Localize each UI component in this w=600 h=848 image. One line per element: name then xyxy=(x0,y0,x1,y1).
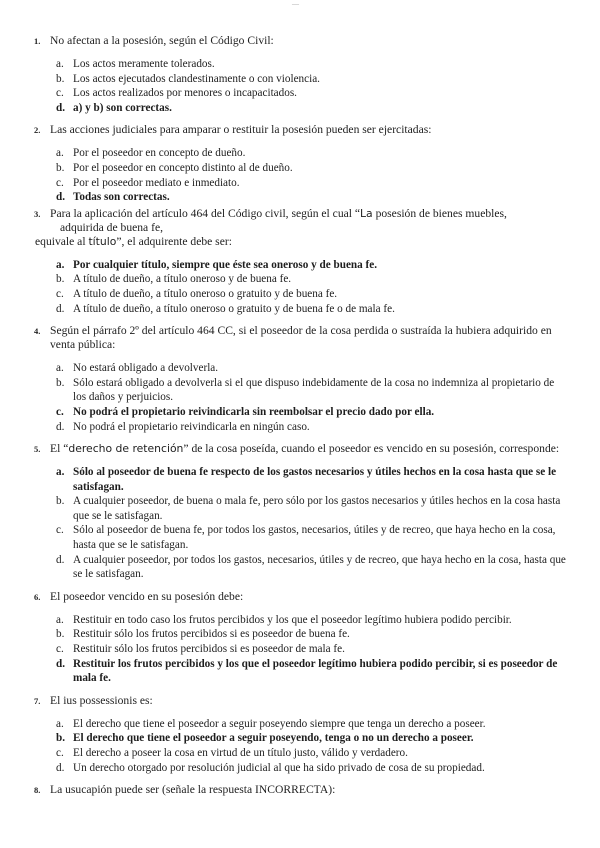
option-a: a. Por el poseedor en concepto de dueño. xyxy=(56,147,246,160)
page-header-mark: — xyxy=(292,0,299,8)
option-b: b. Por el poseedor en concepto distinto al de dueño. xyxy=(56,161,293,174)
option-d-correct: d. a) y b) son correctas. xyxy=(56,101,172,114)
option-c: c. Los actos realizados por menores o incapacitados. xyxy=(56,87,297,100)
option-c: c. Por el poseedor mediato e inmediato. xyxy=(56,176,240,189)
option-a-correct: a. Por cualquier título, siempre que éste sea oneroso y de buena fe. xyxy=(56,258,378,271)
question-text: No afectan a la posesión, según el Código Civil: xyxy=(50,34,274,47)
question-5 xyxy=(0,442,600,582)
question-text: 5. El “derecho de retención” de la cosa poseída, cuando el poseedor es vencido en su posesión, corresponde: xyxy=(34,442,560,456)
option-d: d. No podrá el propietario reivindicarla en ningún caso. xyxy=(56,420,310,433)
question-number: 8. xyxy=(34,785,41,796)
question-number: 7. xyxy=(34,695,41,706)
option-d: d. Un derecho otorgado por resolución judicial al que ha sido privado de cosa de su propiedad. xyxy=(56,761,485,774)
option-b-correct: b. El derecho que tiene el poseedor a seguir poseyendo, tenga o no un derecho a poseer. xyxy=(56,732,474,745)
option-c-correct: c. No podrá el propietario reivindicarla sin reembolsar el precio dado por ella. xyxy=(56,405,435,418)
option-b: b. Los actos ejecutados clandestinamente o con violencia. xyxy=(56,72,320,85)
option-d: d. A título de dueño, a título oneroso o gratuito y de buena fe o de mala fe. xyxy=(56,302,395,315)
option-b: b. A cualquier poseedor, de buena o mala fe, pero sólo por los gastos necesarios y útiles hechos en la cosa hasta que se le satisfagan. xyxy=(56,495,561,522)
question-8 xyxy=(0,783,600,797)
question-7 xyxy=(0,694,600,775)
option-c: c. Sólo al poseedor de buena fe, por todos los gastos, necesarios, útiles y de recreo, que haya hecho en la cosa, hasta que se le satisfagan. xyxy=(56,524,556,552)
question-text: Según el párrafo 2º del artículo 464 CC, si el poseedor de la cosa perdida o sustraída la hubiera adquirido en venta pública: xyxy=(50,324,552,352)
option-c: c. Restituir sólo los frutos percibidos si es poseedor de mala fe. xyxy=(56,643,345,656)
option-c: c. El derecho a poseer la cosa en virtud de un título justo, válido y verdadero. xyxy=(56,747,408,759)
question-6 xyxy=(0,590,600,686)
question-number: 1. xyxy=(34,36,41,46)
question-text-continued: equivale al título”, el adquirente debe ser: xyxy=(35,234,232,248)
option-d-correct: d. Todas son correctas. xyxy=(56,191,170,204)
question-number: 5. xyxy=(34,444,41,455)
option-a: a. Los actos meramente tolerados. xyxy=(56,58,215,70)
option-a: a. No estará obligado a devolverla. xyxy=(56,362,219,375)
question-number: 2. xyxy=(34,125,41,136)
question-text: El ius possessionis es: xyxy=(50,693,153,707)
question-1 xyxy=(0,34,600,115)
question-number: 4. xyxy=(34,326,41,337)
question-text: Las acciones judiciales para amparar o restituir la posesión pueden ser ejercitadas: xyxy=(50,123,432,137)
option-a-correct: a. Sólo al poseedor de buena fe respecto de los gastos necesarios y útiles hechos en la cosa hasta que se le satisfagan. xyxy=(56,466,557,493)
exam-document xyxy=(0,34,600,797)
question-number: 3. xyxy=(34,208,41,219)
question-4 xyxy=(0,324,600,434)
question-text: El poseedor vencido en su posesión debe: xyxy=(50,589,244,603)
option-a: a. Restituir en todo caso los frutos percibidos y los que el poseedor legítimo hubiera podido percibir. xyxy=(56,613,512,626)
option-a: a. El derecho que tiene el poseedor a seguir poseyendo siempre que tenga un derecho a poseer. xyxy=(56,717,486,730)
option-c: c. A título de dueño, a título oneroso o gratuito y de buena fe. xyxy=(56,287,338,300)
option-d-correct: d. Restituir los frutos percibidos y los que el poseedor legítimo hubiera podido percibir, si es poseedor de mala fe. xyxy=(56,657,558,685)
option-b: b. Restituir sólo los frutos percibidos si es poseedor de buena fe. xyxy=(56,628,350,641)
option-d: d. A cualquier poseedor, por todos los gastos, necesarios, útiles y de recreo, que haya hecho en la cosa, hasta que se le satisfagan. xyxy=(56,553,566,581)
option-b: b. Sólo estará obligado a devolverla si el que dispuso indebidamente de la cosa no indemniza al propietario de los daños y perjuicios. xyxy=(56,376,555,404)
question-text: La usucapión puede ser (señale la respuesta INCORRECTA): xyxy=(50,783,336,797)
option-b: b. A título de dueño, a título oneroso y de buena fe. xyxy=(56,273,292,286)
question-2 xyxy=(0,123,600,204)
question-number: 6. xyxy=(34,591,41,602)
question-text: 3. Para la aplicación del artículo 464 del Código civil, según el cual “La posesión de bienes muebles, adquirida de buena fe, xyxy=(34,206,507,234)
question-3 xyxy=(0,207,600,316)
